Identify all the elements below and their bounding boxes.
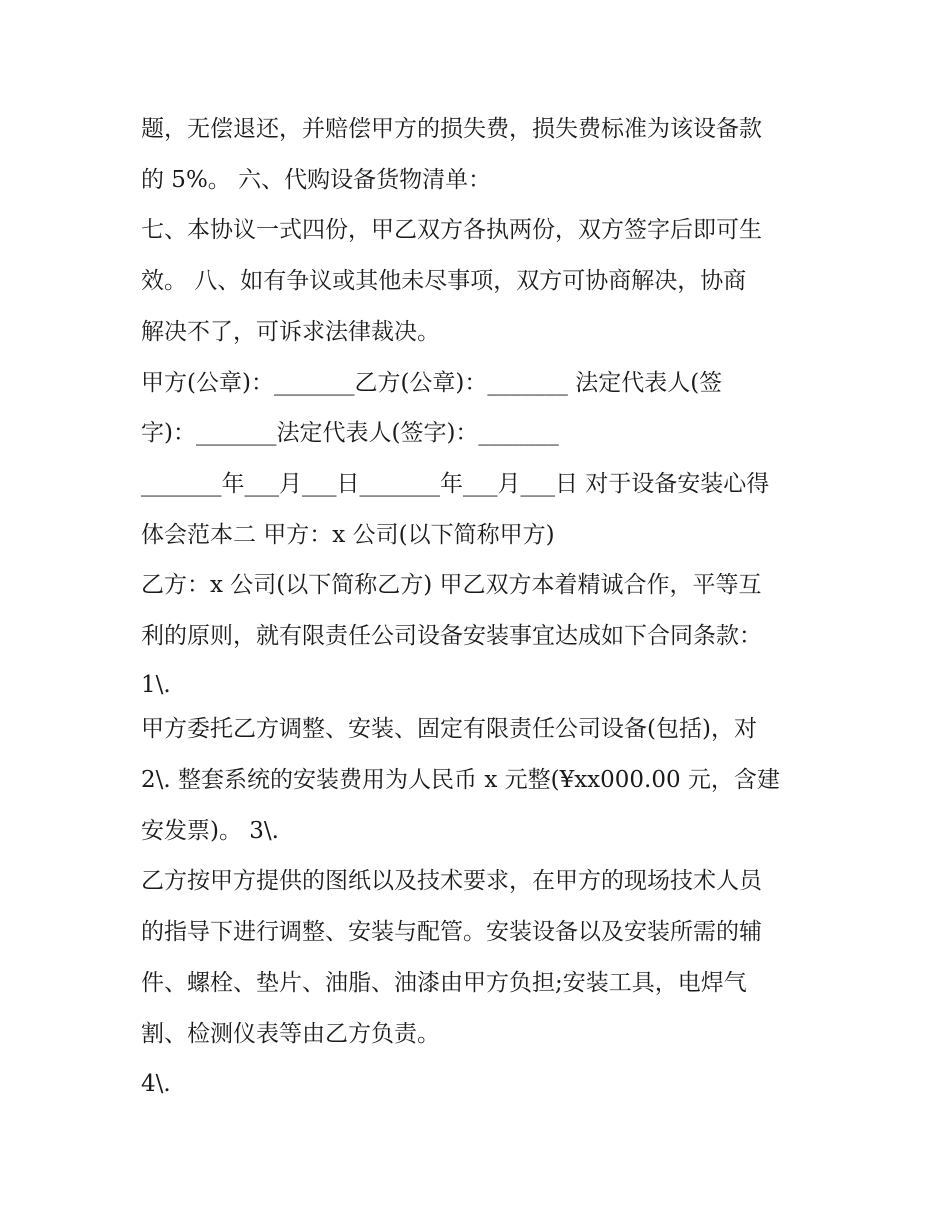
text-line: 2\. 整套系统的安装费用为人民币 x 元整(¥xx000.00 元，含建 — [141, 767, 780, 793]
text-line: 利的原则，就有限责任公司设备安装事宜达成如下合同条款： — [141, 623, 762, 649]
text-line: 安发票)。 3\. — [141, 818, 279, 844]
text-line: 的 5%。 六、代购设备货物清单： — [141, 167, 492, 193]
text-line: 1\. — [141, 672, 171, 698]
text-line: 乙方：x 公司(以下简称乙方) 甲乙双方本着精诚合作，平等互 — [141, 572, 762, 598]
text-line: 七、本协议一式四份，甲乙双方各执两份，双方签字后即可生 — [141, 217, 762, 243]
text-line: 解决不了，可诉求法律裁决。 — [141, 319, 440, 345]
text-line: 甲方(公章)：_______乙方(公章)：_______ 法定代表人(签 — [141, 370, 723, 396]
text-line: 字)：_______法定代表人(签字)：_______ — [141, 420, 559, 446]
text-line: 题，无偿退还，并赔偿甲方的损失费，损失费标准为该设备款 — [141, 116, 762, 142]
text-line: 的指导下进行调整、安装与配管。安装设备以及安装所需的辅 — [141, 919, 762, 945]
text-line: _______年___月___日_______年___月___日 对于设备安装心得 — [141, 471, 770, 497]
text-line: 4\. — [141, 1071, 171, 1097]
text-line: 件、螺栓、垫片、油脂、油漆由甲方负担;安装工具，电焊气 — [141, 970, 747, 996]
text-line: 乙方按甲方提供的图纸以及技术要求，在甲方的现场技术人员 — [141, 868, 762, 894]
text-line: 体会范本二 甲方：x 公司(以下简称甲方) — [141, 522, 555, 548]
text-line: 效。 八、如有争议或其他未尽事项，双方可协商解决，协商 — [141, 268, 747, 294]
text-line: 甲方委托乙方调整、安装、固定有限责任公司设备(包括)，对 — [141, 716, 757, 742]
text-line: 割、检测仪表等由乙方负责。 — [141, 1021, 440, 1047]
